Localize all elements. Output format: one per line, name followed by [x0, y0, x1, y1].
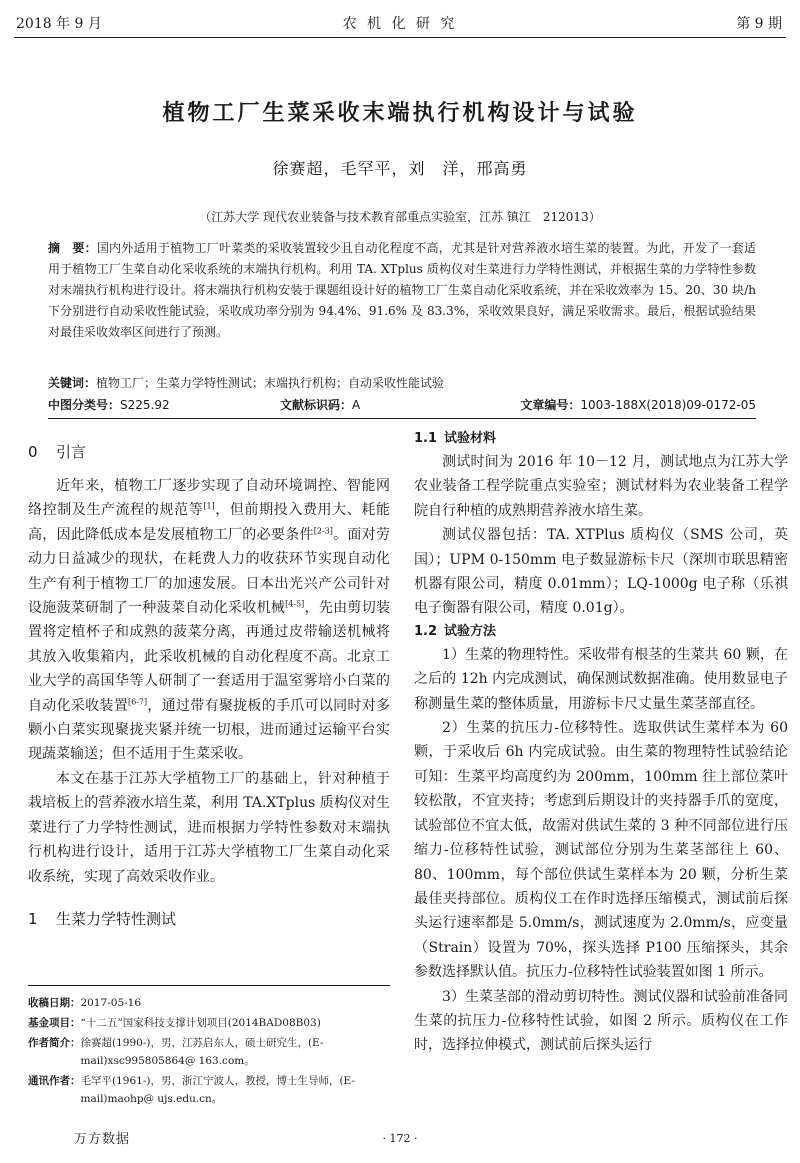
header-rule	[14, 37, 786, 38]
running-header	[0, 8, 800, 36]
article-label: 文章编号：	[520, 398, 581, 412]
footnote-text: 徐赛超(1990-)，男，江苏启东人，硕士研究生，(E-mail)xsc995805864@ 163.com。	[80, 1037, 324, 1067]
footnote-text: 毛罕平(1961-)，男，浙江宁波人，教授，博士生导师，(E-mail)maohp@ ujs.edu.cn。	[80, 1075, 355, 1105]
footnote-label: 通讯作者：	[28, 1075, 81, 1087]
author-list: 徐赛超，毛罕平，刘 洋，邢高勇	[272, 159, 528, 178]
footnote-rule	[28, 985, 390, 986]
left-column	[28, 436, 390, 941]
text-run: 近年来，植物工厂逐步实现了自动环境调控、智能网络控制及生产流程的规范等	[28, 478, 390, 519]
subsection-heading-materials	[414, 428, 788, 450]
clc-number	[48, 396, 170, 413]
keywords-text: 植物工厂；生菜力学特性测试；末端执行机构；自动采收性能试验	[96, 376, 445, 390]
affiliation: （江苏大学 现代农业装备与技术教育部重点实验室，江苏 镇江 212013）	[199, 210, 601, 224]
footnote-author	[28, 1034, 392, 1070]
methods-paragraph-2: 2）生菜的抗压力-位移特性。选取供试生菜样本为 60 颗，于采收后 6h 内完成试验。由生菜的物理特性试验结论可知：生菜平均高度约为 200mm，100mm 往上部位菜叶较松散，不宜夹持；考虑到后期设计的夹持器手爪的宽度，试验部位不宜太低，故需对供试生菜的 3 种不同部位进行压缩力-位移特性试验，测试部位分别为生菜茎部往上 60、80、100mm，每个部位供试生菜样本为 20 颗，分析生菜最佳夹持部位。质构仪工在作时选择压缩模式，测试前后探头运行速率都是 5.0mm/s，测试速度为 2.0mm/s，应变量（Strain）设置为 70%，探头选择 P100 压缩探头，其余参数选择默认值。抗压力-位移特性试验装置如图 1 所示。	[414, 720, 788, 981]
paper-title: 植物工厂生菜采收末端执行机构设计与试验	[162, 101, 638, 126]
footnote-label: 收稿日期：	[28, 997, 81, 1009]
text-run: ，通过带有聚拢板的手爪可以同时对多颗小白菜实现聚拢夹紧并统一切根，进而通过运输平台实现蔬菜输送；但不适用于生菜采收。	[28, 697, 391, 763]
watermark-text: 万方数据	[74, 1132, 131, 1147]
footnotes	[28, 994, 392, 1110]
materials-paragraph-1: 测试时间为 2016 年 10－12 月，测试地点为江苏大学农业装备工程学院重点实验室；测试材料为农业装备工程学院自行种植的成熟期营养液水培生菜。	[414, 454, 788, 519]
article-number	[520, 396, 756, 413]
methods-paragraph-1: 1）生菜的物理特性。采收带有根茎的生菜共 60 颗，在之后的 12h 内完成测试，确保测试数据准确。使用数显电子称测量生菜的整体质量，用游标卡尺丈量生菜茎部直径。	[414, 646, 788, 712]
section-title: 生菜力学特性测试	[56, 909, 177, 928]
keywords	[48, 374, 756, 391]
section-heading-introduction	[28, 440, 390, 464]
doc-value: A	[352, 398, 361, 412]
materials-paragraph-2: 测试仪器包括：TA. XTPlus 质构仪（SMS 公司，英国）；UPM 0-150mm 电子数显游标卡尺（深圳市联思精密机器有限公司，精度 0.01mm）；LQ-1000g 电子称（乐祺电子衡器有限公司，精度 0.01g）。	[414, 527, 788, 617]
citation: [2-3]	[313, 526, 333, 536]
subsection-title: 试验材料	[444, 431, 497, 446]
abstract-label: 摘 要：	[48, 241, 97, 255]
abstract-rule	[48, 418, 756, 419]
abstract	[48, 238, 756, 343]
subsection-number: 1.1	[414, 431, 438, 446]
issue-number: 第 9 期	[736, 16, 782, 32]
methods-paragraph-3: 3）生菜茎部的滑动剪切特性。测试仪器和试验前准备同生菜的抗压力-位移特性试验，如图 2 所示。质构仪在工作时，选择拉伸模式，测试前后探头运行	[414, 988, 788, 1054]
section-heading-mechanics	[28, 907, 390, 931]
doc-label: 文献标识码：	[280, 398, 353, 412]
footnote-label: 作者简介：	[28, 1037, 81, 1049]
subsection-number: 1.2	[414, 623, 438, 639]
subsection-heading-methods	[414, 621, 788, 643]
page-number: · 172 ·	[382, 1132, 418, 1145]
footnote-received	[28, 994, 392, 1012]
clc-value: S225.92	[120, 398, 170, 412]
footnote-text: “十二五”国家科技支撑计划项目(2014BAD08B03)	[80, 1017, 321, 1029]
text-run: ，但前期投入费用大、耗能高，因此降低成本是发展植物工厂的必要条件	[28, 502, 390, 543]
article-value: 1003-188X(2018)09-0172-05	[580, 398, 756, 412]
footnote-corresponding	[28, 1072, 392, 1108]
citation: [4-5]	[285, 599, 305, 609]
footnote-text: 2017-05-16	[80, 997, 142, 1009]
section-title: 引言	[56, 443, 87, 461]
section-number: 0	[28, 443, 38, 461]
classification-line	[48, 396, 756, 414]
journal-name: 农 机 化 研 究	[342, 16, 458, 32]
footnote-label: 基金项目：	[28, 1017, 81, 1029]
document-code	[280, 396, 360, 413]
clc-label: 中图分类号：	[48, 398, 121, 412]
citation: [1]	[203, 501, 215, 511]
intro-paragraph-2: 本文在基于江苏大学植物工厂的基础上，针对种植于栽培板上的营养液水培生菜，利用 TA.XTplus 质构仪对生菜进行了力学特性测试，进而根据力学特性参数对末端执行机构进行设计，适用于江苏大学植物工厂生菜自动化采收系统，实现了高效采收作业。	[28, 770, 390, 885]
text-run: ，先由剪切装置将定植杯子和成熟的菠菜分离，再通过皮带输送机械将其放入收集箱内，此采收机械的自动化程度不高。北京工业大学的高国华等人研制了一套适用于温室雾培小白菜的自动化采收装置	[28, 600, 390, 714]
citation: [6-7]	[128, 697, 148, 706]
issue-date: 2018 年 9 月	[16, 16, 102, 32]
keywords-label: 关键词：	[48, 376, 97, 390]
subsection-title: 试验方法	[444, 623, 497, 639]
abstract-text: 国内外适用于植物工厂叶菜类的采收装置较少且自动化程度不高，尤其是针对营养液水培生菜的装置。为此，开发了一套适用于植物工厂生菜自动化采收系统的末端执行机构。利用 TA. XTplus 质构仪对生菜进行力学特性测试，并根据生菜的力学特性参数对末端执行机构进行设计。将末端执行机构安装于课题组设计好的植物工厂生菜自动化采收系统，并在采收效率为 15、20、30 块/h 下分别进行自动采收性能试验，采收成功率分别为 94.4%、91.6% 及 83.3%，采收效果良好，满足采收需求。最后，根据试验结果对最佳采收效率区间进行了预测。	[48, 241, 756, 339]
intro-paragraph-1	[28, 474, 390, 767]
footnote-funding	[28, 1014, 392, 1032]
text-run: 。面对劳动力日益减少的现状，在耗费人力的收获环节实现自动化生产有利于植物工厂的加速发展。日本出光兴产公司针对设施菠菜研制了一种菠菜自动化采收机械	[28, 526, 391, 617]
section-number: 1	[28, 909, 38, 928]
right-column	[414, 428, 788, 1058]
